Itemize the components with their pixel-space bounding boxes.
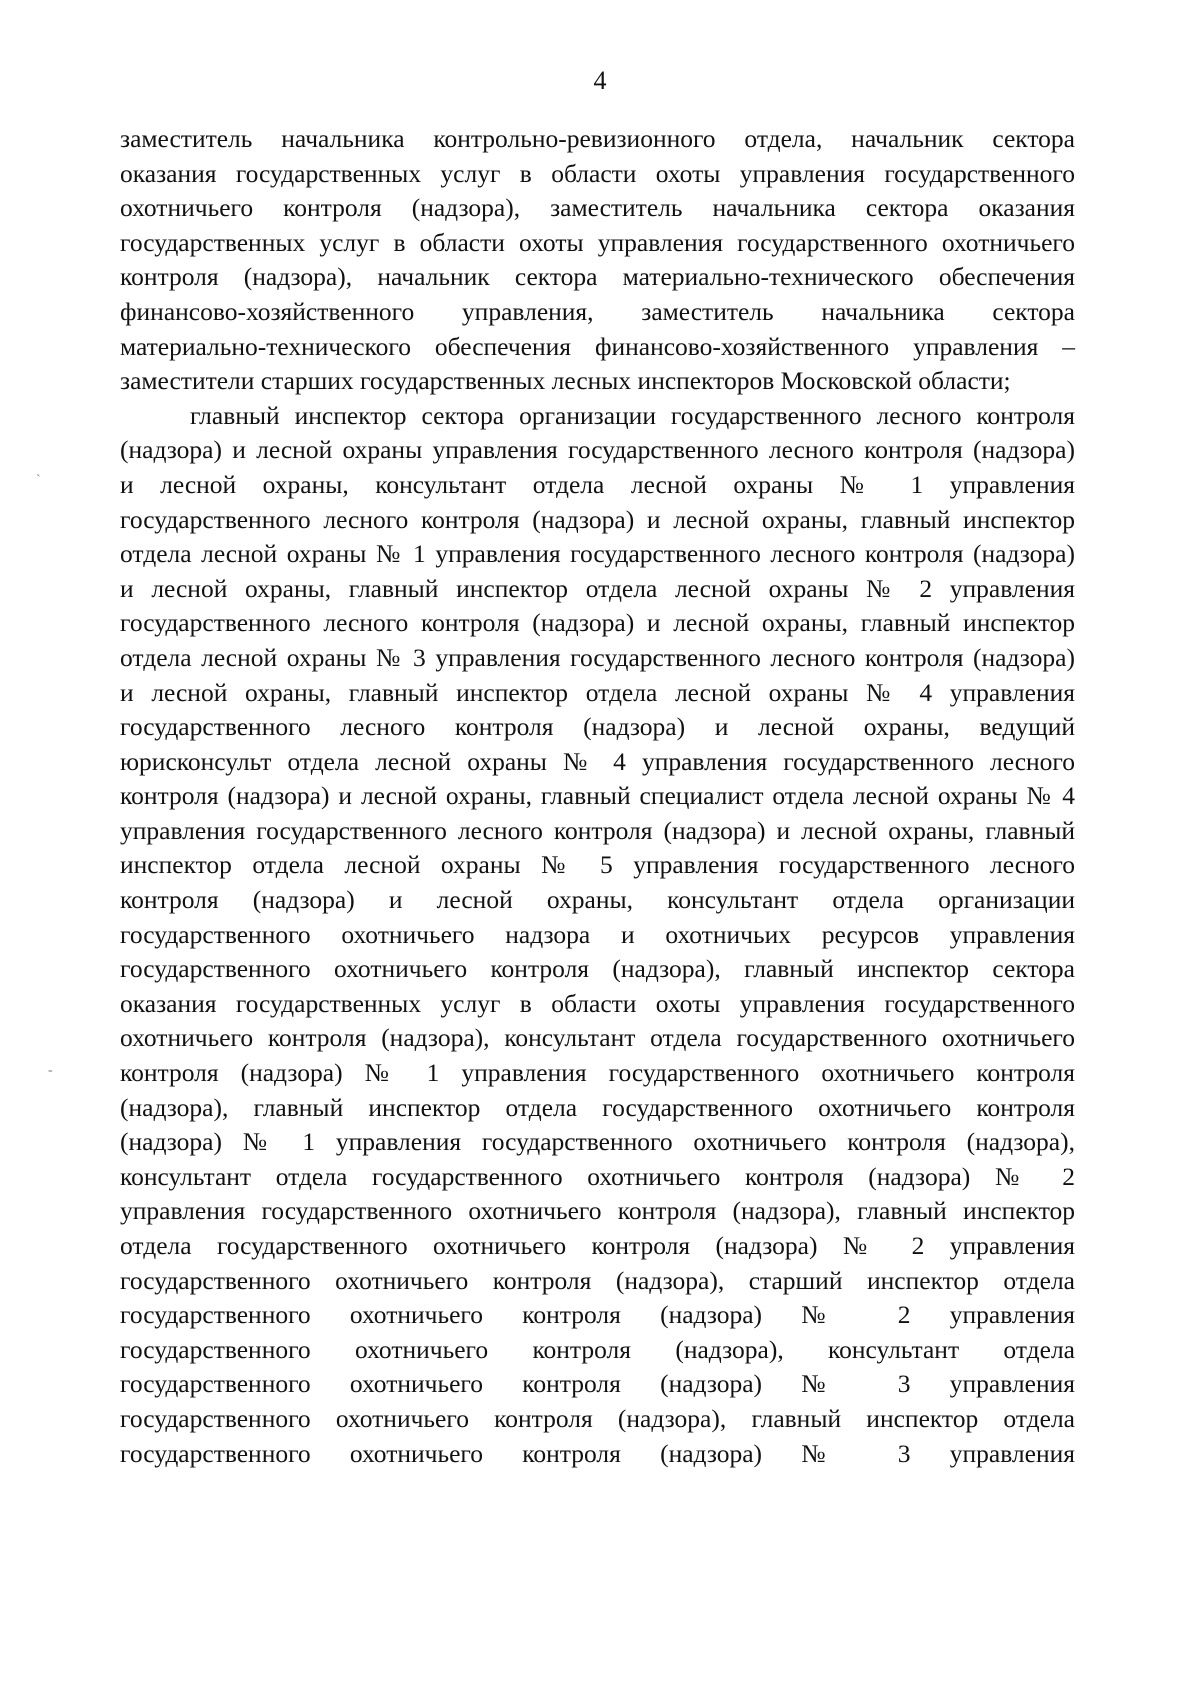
text-line: государственного охотничьего контроля (надзора) № 2 управления xyxy=(120,1300,1075,1330)
paragraph xyxy=(120,122,1075,399)
page-number: 4 xyxy=(593,66,607,95)
text-line: государственного охотничьего контроля (надзора), старший инспектор отдела xyxy=(120,1265,1075,1295)
text-line: охотничьего контроля (надзора), консультант отдела государственного охотничьего xyxy=(120,1023,1075,1053)
text-line: оказания государственных услуг в области охоты управления государственного xyxy=(120,158,1075,188)
text-line: государственного лесного контроля (надзора) и лесной охраны, главный инспектор xyxy=(120,608,1075,638)
document-body xyxy=(120,122,1075,1471)
scan-mark: ` xyxy=(36,473,41,488)
text-line: контроля (надзора) и лесной охраны, главный специалист отдела лесной охраны № 4 xyxy=(120,781,1075,811)
text-line: финансово-хозяйственного управления, заместитель начальника сектора xyxy=(120,296,1075,326)
text-line: отдела государственного охотничьего контроля (надзора) № 2 управления xyxy=(120,1231,1075,1260)
text-line: государственного охотничьего контроля (надзора) № 3 управления xyxy=(120,1369,1075,1399)
text-line: государственного охотничьего контроля (надзора), главный инспектор отдела xyxy=(120,1403,1075,1433)
text-line: заместитель начальника контрольно-ревизионного отдела, начальник сектора xyxy=(120,124,1075,153)
text-line: государственного охотничьего контроля (надзора) № 3 управления xyxy=(120,1438,1075,1468)
text-line: главный инспектор сектора организации государственного лесного контроля xyxy=(190,400,1075,430)
text-line: (надзора) и лесной охраны управления государственного лесного контроля (надзора) xyxy=(120,435,1075,465)
text-line: и лесной охраны, главный инспектор отдела лесной охраны № 4 управления xyxy=(120,677,1075,707)
text-line: управления государственного лесного контроля (надзора) и лесной охраны, главный xyxy=(120,815,1075,845)
text-line: контроля (надзора) № 1 управления государственного охотничьего контроля xyxy=(120,1058,1075,1088)
text-line: (надзора) № 1 управления государственного охотничьего контроля (надзора), xyxy=(120,1127,1075,1157)
text-line: и лесной охраны, консультант отдела лесной охраны № 1 управления xyxy=(120,469,1075,499)
text-line: материально-технического обеспечения финансово-хозяйственного управления – xyxy=(120,331,1075,361)
text-line: государственного охотничьего надзора и охотничьих ресурсов управления xyxy=(120,919,1075,949)
text-line: государственного охотничьего контроля (надзора), главный инспектор сектора xyxy=(120,954,1075,984)
text-line: оказания государственных услуг в области охоты управления государственного xyxy=(120,988,1075,1018)
text-line: (надзора), главный инспектор отдела государственного охотничьего контроля xyxy=(120,1092,1075,1122)
text-line: отдела лесной охраны № 1 управления государственного лесного контроля (надзора) xyxy=(120,539,1075,569)
text-line: консультант отдела государственного охотничьего контроля (надзора) № 2 xyxy=(120,1161,1075,1191)
text-line: инспектор отдела лесной охраны № 5 управления государственного лесного xyxy=(120,850,1075,880)
text-line: и лесной охраны, главный инспектор отдела лесной охраны № 2 управления xyxy=(120,573,1075,603)
text-line: юрисконсульт отдела лесной охраны № 4 управления государственного лесного xyxy=(120,746,1075,776)
text-line: охотничьего контроля (надзора), заместитель начальника сектора оказания xyxy=(120,193,1075,223)
text-line: заместители старших государственных лесных инспекторов Московской области; xyxy=(120,366,1011,396)
paragraph xyxy=(120,399,1075,1471)
scan-mark: - xyxy=(48,1063,53,1078)
text-line: контроля (надзора), начальник сектора материально-технического обеспечения xyxy=(120,262,1075,292)
text-line: государственного лесного контроля (надзора) и лесной охраны, главный инспектор xyxy=(120,504,1075,534)
text-line: государственного лесного контроля (надзора) и лесной охраны, ведущий xyxy=(120,712,1075,742)
text-line: управления государственного охотничьего контроля (надзора), главный инспектор xyxy=(120,1196,1075,1226)
text-line: государственного охотничьего контроля (надзора), консультант отдела xyxy=(120,1334,1075,1364)
text-line: контроля (надзора) и лесной охраны, консультант отдела организации xyxy=(120,885,1075,915)
text-line: государственных услуг в области охоты управления государственного охотничьего xyxy=(120,227,1075,257)
text-line: отдела лесной охраны № 3 управления государственного лесного контроля (надзора) xyxy=(120,642,1075,672)
